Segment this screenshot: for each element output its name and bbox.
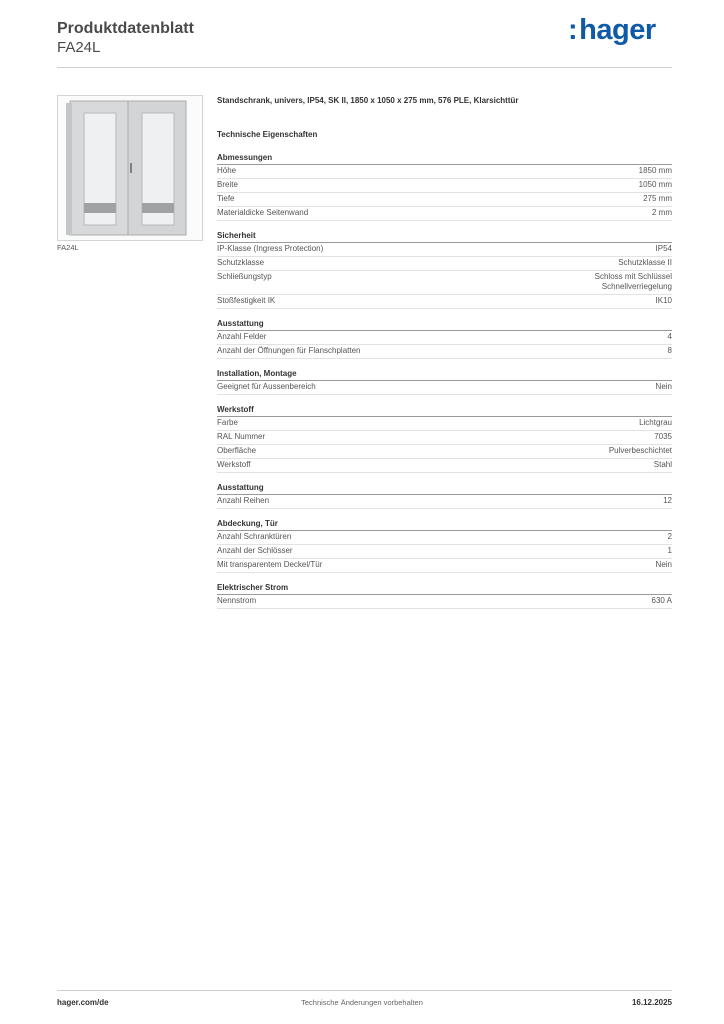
header-divider: [57, 67, 672, 68]
property-row: [217, 257, 672, 271]
property-value: Pulverbeschichtet: [608, 446, 672, 455]
property-label: Anzahl Felder: [217, 332, 267, 341]
property-row: [217, 271, 672, 295]
property-row: [217, 331, 672, 345]
property-value: 4: [667, 332, 672, 341]
property-row: [217, 243, 672, 257]
property-row: [217, 495, 672, 509]
section-heading: Ausstattung: [217, 318, 672, 331]
hager-logo: [568, 14, 656, 47]
property-row: [217, 179, 672, 193]
property-label: Anzahl der Schlösser: [217, 546, 293, 555]
property-value: 1850 mm: [638, 166, 672, 175]
properties-heading: Technische Eigenschaften: [217, 130, 318, 139]
property-section: [217, 482, 672, 509]
section-heading: Sicherheit: [217, 230, 672, 243]
property-value: 12: [663, 496, 672, 505]
property-section: [217, 582, 672, 609]
property-row: [217, 295, 672, 309]
property-label: Höhe: [217, 166, 237, 175]
property-sections: [217, 152, 672, 609]
property-section: [217, 368, 672, 395]
property-label: Oberfläche: [217, 446, 257, 455]
property-label: Schließungstyp: [217, 272, 272, 281]
property-label: Anzahl Schranktüren: [217, 532, 292, 541]
property-section: [217, 518, 672, 573]
logo-mark-icon: :: [568, 14, 578, 46]
property-value: 8: [667, 346, 672, 355]
property-row: [217, 417, 672, 431]
property-section: [217, 152, 672, 221]
section-heading: Werkstoff: [217, 404, 672, 417]
property-value: 2 mm: [652, 208, 672, 217]
property-value: Lichtgrau: [639, 418, 672, 427]
property-label: RAL Nummer: [217, 432, 266, 441]
property-label: Mit transparentem Deckel/Tür: [217, 560, 323, 569]
logo-text: hager: [579, 14, 656, 46]
property-label: Farbe: [217, 418, 238, 427]
property-row: [217, 431, 672, 445]
footer-date: 16.12.2025: [631, 998, 672, 1007]
property-value: 2: [667, 532, 672, 541]
property-row: [217, 381, 672, 395]
property-value: 275 mm: [643, 194, 672, 203]
section-heading: Installation, Montage: [217, 368, 672, 381]
footer-website: hager.com/de: [57, 998, 109, 1007]
section-heading: Abdeckung, Tür: [217, 518, 672, 531]
footer-divider: [57, 990, 672, 991]
property-row: [217, 459, 672, 473]
property-value: Stahl: [653, 460, 672, 469]
property-value: 7035: [654, 432, 672, 441]
property-value: 630 A: [651, 596, 672, 605]
section-heading: Ausstattung: [217, 482, 672, 495]
property-label: Stoßfestigkeit IK: [217, 296, 276, 305]
image-caption: FA24L: [57, 243, 79, 252]
property-label: Geeignet für Aussenbereich: [217, 382, 316, 391]
section-heading: Elektrischer Strom: [217, 582, 672, 595]
property-row: [217, 345, 672, 359]
property-row: [217, 559, 672, 573]
product-code: FA24L: [57, 39, 101, 56]
footer-notice: Technische Änderungen vorbehalten: [301, 998, 423, 1007]
property-value: IK10: [655, 296, 672, 305]
property-row: [217, 595, 672, 609]
cabinet-illustration-icon: [64, 99, 190, 237]
property-value: Schloss mit Schlüssel Schnellverriegelung: [594, 272, 672, 291]
property-label: Anzahl der Öffnungen für Flanschplatten: [217, 346, 361, 355]
property-value: 1050 mm: [638, 180, 672, 189]
property-row: [217, 531, 672, 545]
product-image: [57, 95, 203, 241]
section-heading: Abmessungen: [217, 152, 672, 165]
property-label: Nennstrom: [217, 596, 257, 605]
property-label: Breite: [217, 180, 238, 189]
property-section: [217, 318, 672, 359]
document-title: Produktdatenblatt: [57, 20, 194, 37]
property-row: [217, 207, 672, 221]
property-row: [217, 193, 672, 207]
property-value: Schutzklasse II: [618, 258, 672, 267]
property-label: Anzahl Reihen: [217, 496, 270, 505]
property-value: Nein: [655, 560, 672, 569]
property-value: Nein: [655, 382, 672, 391]
property-section: [217, 404, 672, 473]
property-label: Schutzklasse: [217, 258, 265, 267]
property-row: [217, 445, 672, 459]
property-value: 1: [667, 546, 672, 555]
product-description: Standschrank, univers, IP54, SK II, 1850 x 1050 x 275 mm, 576 PLE, Klarsichttür: [217, 96, 519, 105]
property-label: IP-Klasse (Ingress Protection): [217, 244, 324, 253]
product-details: [217, 96, 672, 618]
property-row: [217, 165, 672, 179]
property-value: IP54: [655, 244, 672, 253]
property-row: [217, 545, 672, 559]
property-label: Materialdicke Seitenwand: [217, 208, 309, 217]
property-label: Werkstoff: [217, 460, 251, 469]
property-label: Tiefe: [217, 194, 235, 203]
property-section: [217, 230, 672, 309]
